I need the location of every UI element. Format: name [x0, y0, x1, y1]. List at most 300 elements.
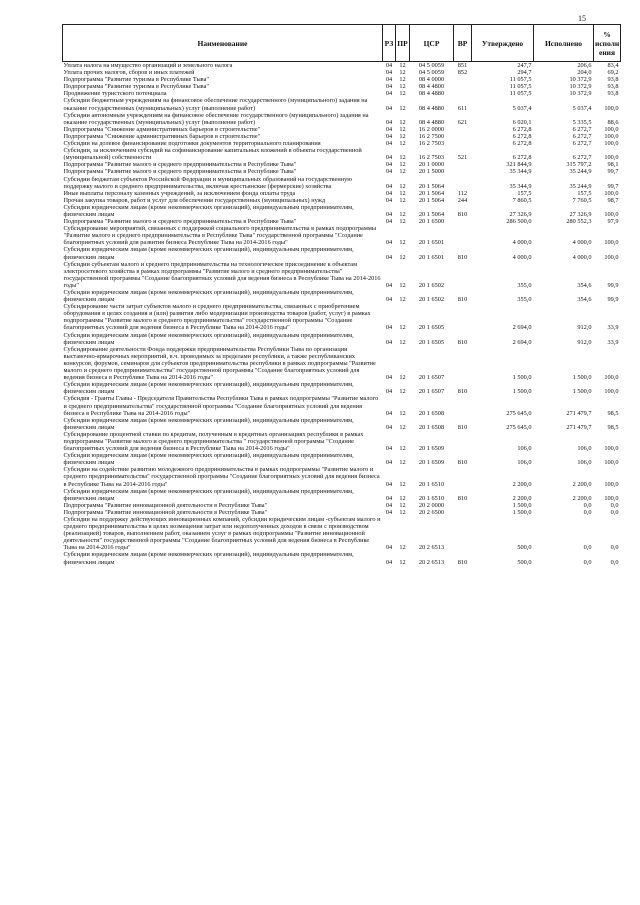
row-percent: 0,0: [610, 558, 619, 566]
table-row: [63, 69, 621, 76]
table-row: [63, 112, 621, 126]
row-rz: 04: [385, 281, 393, 289]
row-pr: 12: [399, 558, 406, 566]
row-pr: 12: [399, 239, 406, 247]
row-executed: 5 037,4: [572, 104, 592, 112]
row-executed: 10 372,9: [569, 76, 592, 84]
row-percent: 0,0: [610, 501, 619, 509]
row-approved: 2 694,0: [512, 324, 532, 332]
row-executed: 10 372,9: [569, 83, 592, 91]
row-name: Подпрограмма "Развитие туризма в Республике Тыва": [63, 83, 209, 91]
row-approved: 157,5: [517, 189, 532, 197]
row-rz: 04: [385, 161, 393, 169]
row-csr: 20 1 5064: [418, 189, 445, 197]
row-csr: 20 2 0000: [418, 501, 445, 509]
row-executed: 6 272,7: [572, 132, 592, 140]
row-rz: 04: [385, 210, 393, 218]
row-rz: 04: [385, 62, 393, 69]
row-executed: 106,0: [577, 459, 592, 467]
row-csr: 20 1 6509: [418, 459, 445, 467]
row-rz: 04: [385, 140, 393, 148]
row-pr: 12: [399, 118, 406, 126]
row-approved: 27 326,9: [509, 210, 532, 218]
table-row: [63, 417, 621, 431]
row-name: Прочая закупка товаров, работ и услуг для обеспечения государственных (муниципальных) нужд: [63, 196, 326, 204]
row-vr: 611: [457, 104, 468, 112]
row-pr: 12: [399, 253, 406, 261]
row-rz: 04: [385, 154, 393, 162]
header-executed: Исполнено: [534, 25, 594, 62]
row-csr: 20 2 6500: [418, 508, 445, 516]
header-csr: ЦСР: [410, 25, 454, 62]
row-pr: 12: [399, 182, 406, 190]
row-percent: 97,9: [607, 218, 619, 226]
row-csr: 20 2 6513: [418, 558, 445, 566]
table-row: [63, 140, 621, 147]
row-rz: 04: [385, 76, 393, 84]
row-rz: 04: [385, 253, 393, 261]
row-executed: 354,6: [577, 281, 592, 289]
row-percent: 100,0: [604, 210, 619, 218]
row-percent: 100,0: [604, 154, 619, 162]
row-vr: [454, 466, 472, 487]
table-row: [63, 346, 621, 381]
row-name: Субсидирование деятельности Фонда поддержки предпринимательства Республики Тыва по организации выставочно-ярмарочных мероприятий, в.ч. проводимых за пределами республики, а также республиканских конкурсов, форумов, семинаров для субъектов предпринимательства республики в рамках подпрограммы "Развитие малого и среднего предпринимательства" государственной программы "Создание благоприятных условий для ведения бизнеса в Республике Тыва на 2014-2016 годы": [63, 345, 376, 382]
table-row: [63, 133, 621, 140]
row-percent: 99,7: [607, 168, 619, 176]
row-approved: 4 000,0: [512, 239, 532, 247]
row-vr: [454, 395, 472, 416]
row-percent: 100,0: [604, 104, 619, 112]
row-percent: 0,0: [610, 508, 619, 516]
table-row: [63, 161, 621, 168]
row-executed: 6 272,7: [572, 140, 592, 148]
row-approved: 11 057,5: [509, 76, 532, 84]
row-rz: 04: [385, 388, 393, 396]
row-executed: 27 326,9: [569, 210, 592, 218]
table-row: [63, 551, 621, 565]
row-executed: 2 200,0: [572, 494, 592, 502]
row-approved: 275 645,0: [506, 423, 532, 431]
row-pr: 12: [399, 83, 406, 91]
row-vr: [454, 509, 472, 516]
row-pr: 12: [399, 90, 406, 98]
row-name: Субсидии юридическим лицам (кроме некоммерческих организаций), индивидуальным предпринимателям, физическим лицам: [63, 203, 354, 218]
row-vr: [454, 261, 472, 289]
table-row: [63, 218, 621, 225]
row-percent: 0,0: [610, 544, 619, 552]
row-vr: [454, 516, 472, 551]
row-csr: 20 1 5000: [418, 168, 445, 176]
table-row: [63, 147, 621, 161]
row-vr: 810: [457, 296, 468, 304]
table-row: [63, 289, 621, 303]
row-pr: 12: [399, 388, 406, 396]
table-row: [63, 516, 621, 551]
row-name: Субсидии юридическим лицам (кроме некоммерческих организаций), индивидуальным предпринимателям, физическим лицам: [63, 551, 354, 566]
row-name: Субсидии юридическим лицам (кроме некоммерческих организаций), индивидуальным предпринимателям, физическим лицам: [63, 452, 354, 467]
row-name: Субсидирование мероприятий, связанных с поддержкой социального предпринимательства в рамках подпрограммы "Развитие малого и среднего предпринимательства в Республике Тыва" государственной программы "Создание благоприятных условий для развития бизнеса Республике Тыва на 2014-2016 годы": [63, 225, 377, 247]
row-percent: 100,0: [604, 189, 619, 197]
table-row: [63, 466, 621, 487]
row-csr: 20 1 6500: [418, 218, 445, 226]
row-approved: 286 500,0: [506, 218, 532, 226]
row-approved: 1 500,0: [512, 388, 532, 396]
row-percent: 100,0: [604, 494, 619, 502]
row-csr: 20 1 6505: [418, 338, 445, 346]
row-executed: 7 760,5: [572, 196, 592, 204]
row-csr: 08 4 4880: [418, 104, 445, 112]
row-vr: [454, 346, 472, 381]
row-vr: 521: [457, 154, 468, 162]
table-row: [63, 332, 621, 346]
row-vr: 851: [457, 62, 468, 69]
table-row: [63, 190, 621, 197]
row-rz: 04: [385, 296, 393, 304]
row-vr: 621: [457, 118, 468, 126]
row-csr: 08 4 4880: [418, 118, 445, 126]
row-pr: 12: [399, 423, 406, 431]
row-approved: 1 500,0: [512, 508, 532, 516]
row-pr: 12: [399, 296, 406, 304]
row-rz: 04: [385, 196, 393, 204]
table-row: [63, 502, 621, 509]
row-executed: 354,6: [577, 296, 592, 304]
row-csr: 20 1 6501: [418, 239, 445, 247]
row-rz: 04: [385, 480, 393, 488]
row-percent: 83,4: [607, 62, 619, 69]
row-pr: 12: [399, 459, 406, 467]
row-name: Субсидии автономным учреждениям на финансовое обеспечение государственного (муниципального) задания на оказание государственных (муниципальных) услуг (выполнение работ): [63, 111, 369, 126]
row-approved: 6 272,8: [512, 125, 532, 133]
row-pr: 12: [399, 324, 406, 332]
row-executed: 1 500,0: [572, 388, 592, 396]
row-csr: 04 5 0059: [418, 62, 445, 69]
row-vr: [454, 225, 472, 246]
row-vr: [454, 126, 472, 133]
row-pr: 12: [399, 374, 406, 382]
row-executed: 0,0: [583, 544, 592, 552]
table-row: [63, 225, 621, 246]
row-rz: 04: [385, 132, 393, 140]
row-approved: 2 694,0: [512, 338, 532, 346]
row-approved: 4 000,0: [512, 253, 532, 261]
row-approved: 6 272,8: [512, 140, 532, 148]
table-row: [63, 168, 621, 175]
row-vr: [454, 133, 472, 140]
row-executed: 10 372,9: [569, 90, 592, 98]
row-percent: 33,9: [607, 324, 619, 332]
table-row: [63, 90, 621, 97]
row-percent: 99,9: [607, 296, 619, 304]
table-row: [63, 83, 621, 90]
row-name: Субсидирование процентной ставки по кредитам, полученным в кредитных организациях республики в рамках подпрограммы "Развитие малого и среднего предпринимательства " государственной программы "Создание благоприятных условий для ведения бизнеса в Республике Тыва на 2014-2016 годы": [63, 430, 364, 453]
row-approved: 355,0: [517, 281, 532, 289]
row-executed: 1 500,0: [572, 374, 592, 382]
row-percent: 98,7: [607, 196, 619, 204]
row-vr: 810: [457, 388, 468, 396]
row-rz: 04: [385, 69, 393, 77]
row-csr: 20 1 6502: [418, 281, 445, 289]
header-rz: РЗ: [383, 25, 396, 62]
row-vr: 810: [457, 423, 468, 431]
header-percent: % исполн ения: [594, 25, 621, 62]
row-executed: 912,0: [577, 338, 592, 346]
row-rz: 04: [385, 558, 393, 566]
row-executed: 6 272,7: [572, 154, 592, 162]
row-rz: 04: [385, 182, 393, 190]
row-approved: 500,0: [517, 544, 532, 552]
row-name: Уплата прочих налогов, сборов и иных платежей: [63, 69, 195, 77]
row-name: Субсидии юридическим лицам (кроме некоммерческих организаций), индивидуальным предпринимателям, физическим лицам: [63, 289, 354, 304]
row-rz: 04: [385, 83, 393, 91]
row-csr: 20 1 5064: [418, 182, 445, 190]
row-percent: 100,0: [604, 445, 619, 453]
row-pr: 12: [399, 218, 406, 226]
row-csr: 16 2 0000: [418, 125, 445, 133]
row-rz: 04: [385, 218, 393, 226]
row-pr: 12: [399, 210, 406, 218]
row-csr: 16 2 7503: [418, 140, 445, 148]
row-executed: 0,0: [583, 508, 592, 516]
row-executed: 2 200,0: [572, 480, 592, 488]
row-percent: 100,0: [604, 140, 619, 148]
row-approved: 1 500,0: [512, 374, 532, 382]
row-approved: 321 844,9: [506, 161, 532, 169]
row-approved: 2 200,0: [512, 494, 532, 502]
row-csr: 20 1 6508: [418, 423, 445, 431]
row-approved: 355,0: [517, 296, 532, 304]
row-csr: 20 1 5064: [418, 210, 445, 218]
header-approved: Утверждено: [472, 25, 534, 62]
row-name: Уплата налога на имущество организаций и земельного налога: [63, 62, 233, 69]
row-pr: 12: [399, 196, 406, 204]
row-approved: 294,7: [517, 69, 532, 77]
row-approved: 7 860,5: [512, 196, 532, 204]
table-header-row: [63, 25, 621, 62]
row-pr: 12: [399, 125, 406, 133]
row-percent: 69,2: [607, 69, 619, 77]
row-csr: 20 1 6505: [418, 324, 445, 332]
table-body: [63, 62, 621, 566]
row-executed: 157,5: [577, 189, 592, 197]
row-vr: [454, 176, 472, 190]
row-percent: 100,0: [604, 374, 619, 382]
row-pr: 12: [399, 494, 406, 502]
row-approved: 11 057,5: [509, 83, 532, 91]
row-name: Субсидирование части затрат субъектов малого и среднего предпринимательства, связанных с приобретением оборудования в целях создания и (или) развития либо модернизации производства товаров (работ, услуг) в рамках подпрограммы "Развитие малого и среднего предпринимательства" государственной программы "Создание благоприятных условий для ведения бизнеса в Республике Тыва на 2014-2016 годы": [63, 303, 371, 332]
row-pr: 12: [399, 445, 406, 453]
row-vr: [454, 431, 472, 452]
row-vr: [454, 161, 472, 168]
row-vr: 810: [457, 338, 468, 346]
row-rz: 04: [385, 239, 393, 247]
row-csr: 20 1 6509: [418, 445, 445, 453]
table-row: [63, 97, 621, 111]
row-percent: 100,0: [604, 459, 619, 467]
table-row: [63, 303, 621, 331]
table-row: [63, 126, 621, 133]
row-vr: [454, 168, 472, 175]
row-approved: 1 500,0: [512, 501, 532, 509]
row-rz: 04: [385, 324, 393, 332]
row-name: Субсидии юридическим лицам (кроме некоммерческих организаций), индивидуальным предпринимателям, физическим лицам: [63, 381, 354, 396]
row-pr: 12: [399, 508, 406, 516]
row-percent: 100,0: [604, 253, 619, 261]
row-pr: 12: [399, 132, 406, 140]
row-rz: 04: [385, 125, 393, 133]
row-executed: 4 000,0: [572, 239, 592, 247]
row-executed: 4 000,0: [572, 253, 592, 261]
table-row: [63, 76, 621, 83]
row-name: Субсидии юридическим лицам (кроме некоммерческих организаций), индивидуальным предпринимателям, физическим лицам: [63, 487, 354, 502]
table-row: [63, 452, 621, 466]
row-name: Субсидии, за исключением субсидий на софинансирование капитальных вложений в объекты государственной (муниципальной) собственности: [63, 147, 362, 162]
row-name: Подпрограмма "Развитие инновационной деятельности в Республике Тыва": [63, 508, 268, 516]
row-name: Субсидии бюджетам субъектов Российской Федерации и муниципальных образований на государственную поддержку малого и среднего предпринимательства, включая крестьянские (фермерские) хозяйства: [63, 175, 352, 190]
row-executed: 271 479,7: [566, 423, 592, 431]
row-percent: 100,0: [604, 132, 619, 140]
row-executed: 206,6: [577, 62, 592, 69]
row-approved: 35 344,9: [509, 168, 532, 176]
row-pr: 12: [399, 168, 406, 176]
row-vr: 810: [457, 210, 468, 218]
table-row: [63, 62, 621, 70]
row-vr: [454, 502, 472, 509]
header-pr: ПР: [396, 25, 410, 62]
row-approved: 6 272,8: [512, 132, 532, 140]
row-pr: 12: [399, 501, 406, 509]
row-csr: 20 1 6510: [418, 480, 445, 488]
row-vr: [454, 83, 472, 90]
row-pr: 12: [399, 189, 406, 197]
row-executed: 35 244,9: [569, 168, 592, 176]
row-pr: 12: [399, 140, 406, 148]
row-vr: [454, 218, 472, 225]
header-vr: ВР: [454, 25, 472, 62]
row-approved: 5 037,4: [512, 104, 532, 112]
row-name: Субсидия - Гранты Главы - Председателя Правительства Республики Тыва в рамках подпрограммы "Развитие малого и среднего предпринимательства" государственной программы "Создание благоприятных условий для ведения бизнеса в Республике Тыва на 2014-2016 годы": [63, 395, 379, 417]
row-vr: 852: [457, 69, 468, 77]
row-vr: 810: [457, 558, 468, 566]
row-executed: 35 244,9: [569, 182, 592, 190]
row-percent: 93,8: [607, 83, 619, 91]
row-rz: 04: [385, 459, 393, 467]
row-name: Субсидии бюджетным учреждениям на финансовое обеспечение государственного (муниципального) задания на оказание государственных (муниципальных) услуг (выполнение работ): [63, 97, 368, 112]
row-name: Субсидии на поддержку действующих инновационных компаний, субсидии юридическим лицам -субъектам малого и среднего предпринимательства в целях возмещения затрат или недополученных доходов в связи с производством (реализацией) товаров, выполнением работ, оказанием услуг в рамках подпрограммы "Развитие инновационной деятельности" государственной программы "Создание благоприятных условий для ведения бизнеса в Республике Тыва на 2014-2016 годы": [63, 516, 381, 552]
row-percent: 100,0: [604, 388, 619, 396]
row-name: Субсидии юридическим лицам (кроме некоммерческих организаций), индивидуальным предпринимателям, физическим лицам: [63, 416, 354, 431]
row-csr: 20 1 0000: [418, 161, 445, 169]
row-rz: 04: [385, 374, 393, 382]
row-csr: 16 2 7503: [418, 154, 445, 162]
row-name: Подпрограмма "Снижение административных барьеров в строительстве": [63, 132, 261, 140]
row-vr: 810: [457, 253, 468, 261]
row-pr: 12: [399, 154, 406, 162]
row-rz: 04: [385, 189, 393, 197]
row-csr: 20 1 5064: [418, 196, 445, 204]
row-name: Субсидии юридическим лицам (кроме некоммерческих организаций), индивидуальным предпринимателям, физическим лицам: [63, 246, 354, 261]
row-rz: 04: [385, 90, 393, 98]
table-row: [63, 431, 621, 452]
row-csr: 20 1 6507: [418, 374, 445, 382]
row-approved: 247,7: [517, 62, 532, 69]
row-approved: 6 272,8: [512, 154, 532, 162]
row-vr: 112: [457, 189, 468, 197]
row-pr: 12: [399, 62, 406, 69]
row-name: Подпрограмма "Развитие инновационной деятельности в Республике Тыва": [63, 501, 268, 509]
row-vr: 810: [457, 459, 468, 467]
row-rz: 04: [385, 118, 393, 126]
row-csr: 08 4 0000: [418, 76, 445, 84]
row-name: Иные выплаты персоналу казенных учреждений, за исключением фонда оплаты труда: [63, 189, 296, 197]
row-name: Субсидии на содействие развитию молодежного предпринимательства в рамках подпрограммы "Развитие малого и среднего предпринимательства" государственной программы "Создание благоприятных условий для ведения бизнеса в Республике Тыва на 2014-2016 годы": [63, 466, 380, 488]
table-row: [63, 488, 621, 502]
row-rz: 04: [385, 508, 393, 516]
row-csr: 08 4 4880: [418, 90, 445, 98]
row-percent: 100,0: [604, 239, 619, 247]
row-executed: 912,0: [577, 324, 592, 332]
row-pr: 12: [399, 338, 406, 346]
table-row: [63, 395, 621, 416]
row-percent: 98,5: [607, 409, 619, 417]
row-percent: 93,8: [607, 90, 619, 98]
row-approved: 11 057,5: [509, 90, 532, 98]
table-row: [63, 197, 621, 204]
page-number: 15: [578, 14, 586, 23]
table-row: [63, 204, 621, 218]
row-csr: 20 1 6510: [418, 494, 445, 502]
row-name: Подпрограмма "Развитие малого и среднего предпринимательства в Республике Тыва": [63, 161, 297, 169]
row-pr: 12: [399, 281, 406, 289]
row-vr: [454, 90, 472, 97]
row-percent: 88,6: [607, 118, 619, 126]
row-executed: 5 335,5: [572, 118, 592, 126]
budget-execution-table: [62, 24, 621, 566]
row-percent: 100,0: [604, 480, 619, 488]
table-row: [63, 176, 621, 190]
row-name: Подпрограмма "Развитие малого и среднего предпринимательства в Республике Тыва": [63, 218, 297, 226]
row-approved: 35 344,9: [509, 182, 532, 190]
row-pr: 12: [399, 104, 406, 112]
row-vr: [454, 140, 472, 147]
row-vr: [454, 303, 472, 331]
row-rz: 04: [385, 338, 393, 346]
row-percent: 33,9: [607, 338, 619, 346]
row-pr: 12: [399, 69, 406, 77]
table-row: [63, 509, 621, 516]
table-row: [63, 261, 621, 289]
row-percent: 100,0: [604, 125, 619, 133]
row-rz: 04: [385, 168, 393, 176]
row-rz: 04: [385, 409, 393, 417]
row-pr: 12: [399, 544, 406, 552]
row-percent: 98,5: [607, 423, 619, 431]
row-rz: 04: [385, 423, 393, 431]
row-approved: 6 020,1: [512, 118, 532, 126]
row-approved: 275 645,0: [506, 409, 532, 417]
row-vr: 810: [457, 494, 468, 502]
table-row: [63, 246, 621, 260]
row-csr: 20 1 6502: [418, 296, 445, 304]
row-name: Подпрограмма "Снижение административных барьеров в строительстве": [63, 125, 261, 133]
row-name: Подпрограмма "Развитие туризма в Республике Тыва": [63, 76, 209, 84]
row-executed: 106,0: [577, 445, 592, 453]
row-approved: 500,0: [517, 558, 532, 566]
row-executed: 0,0: [583, 558, 592, 566]
row-csr: 20 1 6508: [418, 409, 445, 417]
row-pr: 12: [399, 76, 406, 84]
